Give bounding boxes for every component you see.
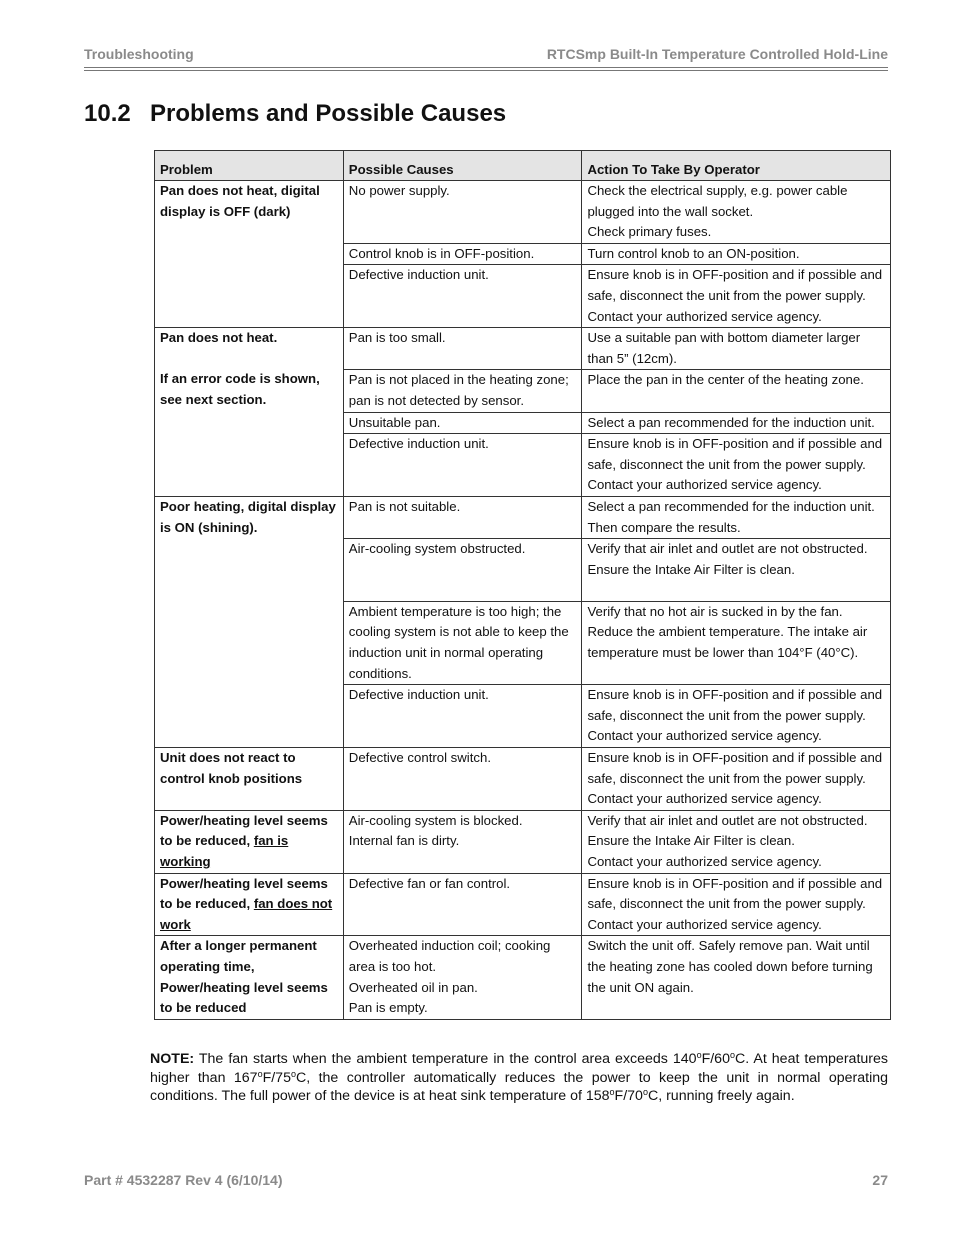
cause-cell [343, 601, 582, 684]
problem-text: After a longer permanent operating time, Power/heating level seems to be reduced [160, 938, 328, 1016]
page-number: 27 [872, 1172, 888, 1188]
problem-cell [155, 873, 344, 936]
section-title-text: Problems and Possible Causes [150, 100, 507, 127]
header-problem: Problem [155, 151, 344, 181]
problem-cell [155, 748, 344, 811]
note-text: F/75 [262, 1069, 291, 1086]
degree-mark: o [290, 1068, 296, 1079]
table-row [155, 748, 891, 811]
problem-underlined-text: fan does not work [160, 896, 333, 932]
cause-cell [343, 873, 582, 936]
table-header-row [155, 151, 891, 181]
note-text: F/60 [701, 1051, 730, 1067]
action-text: Verify that air inlet and outlet are not obstructed. Ensure the Intake Air Filter is clean. [587, 812, 868, 849]
section-number: 10.2 [84, 100, 131, 127]
cause-cell [343, 370, 582, 412]
cause-text: Defective induction unit. [348, 436, 489, 452]
cause-text: Overheated induction coil; cooking area is too hot. [348, 938, 551, 974]
action-cell [582, 265, 891, 328]
degree-mark: o [257, 1068, 263, 1079]
problem-text: Power/heating level seems to be reduced, [160, 875, 328, 912]
action-cell [582, 810, 891, 873]
problem-cell [155, 328, 344, 497]
cause-text: Pan is too small. [348, 330, 446, 346]
action-text: Check primary fuses. [587, 224, 712, 240]
cause-cell [343, 243, 582, 265]
cause-text: Overheated oil in pan. [348, 979, 478, 995]
header-rule-top [84, 67, 888, 68]
cause-text: Ambient temperature is too high; the cooling system is not able to keep the induction unit in normal operating conditions. [348, 603, 569, 681]
action-cell [582, 328, 891, 370]
action-text: Use a suitable pan with bottom diameter larger than 5” (12cm). [587, 330, 861, 366]
running-header-right: RTCSmp Built-In Temperature Controlled Hold-Line [546, 46, 888, 62]
problems-table [154, 150, 891, 1020]
problem-text: Pan does not heat. [160, 330, 278, 346]
action-cell [582, 685, 891, 748]
degree-mark: o [609, 1087, 615, 1097]
action-text: Verify that no hot air is sucked in by the fan. Reduce the ambient temperature. The intake air temperature must be lower than 104°F (40°C). [587, 603, 868, 661]
action-text: Ensure knob is in OFF-position and if possible and safe, disconnect the unit from the power supply. Contact your authorized service agency. [587, 267, 883, 324]
action-cell [582, 243, 891, 265]
problem-underlined-text: fan is working [160, 833, 289, 869]
action-text: Contact your authorized service agency. [587, 854, 822, 869]
action-text: Ensure knob is in OFF-position and if possible and safe, disconnect the unit from the power supply. Contact your authorized service agency. [587, 687, 883, 744]
action-cell [582, 601, 891, 684]
action-text: Place the pan in the center of the heating zone. [587, 372, 864, 388]
problem-text: Unit does not react to control knob positions [160, 750, 303, 786]
action-text: Check the electrical supply, e.g. power cable plugged into the wall socket. [587, 183, 848, 219]
action-text: Select a pan recommended for the induction unit. [587, 414, 875, 430]
cause-cell [343, 496, 582, 538]
cause-text: Air-cooling system is blocked. [348, 812, 523, 828]
problem-text: Poor heating, digital display is ON (shining). [160, 498, 336, 535]
cause-text: Control knob is in OFF-position. [348, 245, 535, 261]
problem-cell [155, 810, 344, 873]
header-action: Action To Take By Operator [582, 151, 891, 181]
cause-text: Defective induction unit. [348, 267, 489, 283]
problem-cell [155, 936, 344, 1019]
header-possible-causes: Possible Causes [343, 151, 582, 181]
header-rule-bottom [84, 70, 888, 71]
running-header-left: Troubleshooting [84, 46, 194, 62]
cause-text: Internal fan is dirty. [348, 833, 460, 849]
cause-text: Defective induction unit. [348, 687, 489, 703]
action-cell [582, 496, 891, 538]
note-label: NOTE: [150, 1051, 195, 1067]
action-cell [582, 936, 891, 1019]
problem-extra-text: If an error code is shown, see next section. [160, 371, 320, 407]
footer-part-number: Part # 4532287 Rev 4 (6/10/14) [84, 1172, 283, 1188]
table-row [155, 936, 891, 1019]
action-text: Ensure knob is in OFF-position and if possible and safe, disconnect the unit from the power supply. Contact your authorized service agency. [587, 875, 883, 932]
cause-cell [343, 748, 582, 811]
action-text: Ensure knob is in OFF-position and if possible and safe, disconnect the unit from the power supply. Contact your authorized service agency. [587, 750, 883, 807]
action-cell [582, 370, 891, 412]
cause-text: No power supply. [348, 183, 450, 198]
note-text: The fan starts when the ambient temperature in the control area exceeds 140 [194, 1051, 697, 1067]
note-text: F/70 [614, 1088, 643, 1104]
note-text: C. At heat temperatures higher than 167 [150, 1051, 888, 1086]
action-text: Switch the unit off. Safely remove pan. Wait until the heating zone has cooled down before turning the unit ON again. [587, 938, 873, 995]
cause-cell [343, 434, 582, 497]
cause-cell [343, 539, 582, 602]
action-cell [582, 412, 891, 434]
action-text: Turn control knob to an ON-position. [587, 245, 800, 261]
problem-cell [155, 496, 344, 747]
degree-mark: o [642, 1087, 648, 1097]
cause-text: Pan is not suitable. [348, 498, 461, 514]
problem-text: Pan does not heat, digital display is OFF (dark) [160, 183, 320, 219]
cause-text: Unsuitable pan. [348, 414, 441, 430]
degree-mark: o [696, 1050, 702, 1060]
table-row [155, 328, 891, 370]
table-row [155, 181, 891, 244]
cause-cell [343, 328, 582, 370]
problem-cell [155, 181, 344, 328]
table-row [155, 810, 891, 873]
action-cell [582, 539, 891, 602]
table-row [155, 873, 891, 936]
cause-cell [343, 412, 582, 434]
note-text: C, the controller automatically reduces the power to keep the unit in normal operating conditions. The full power of the device is at heat sink temperature of 158 [150, 1069, 889, 1104]
action-cell [582, 181, 891, 244]
action-cell [582, 434, 891, 497]
cause-cell [343, 181, 582, 244]
action-text: Select a pan recommended for the induction unit. Then compare the results. [587, 498, 875, 535]
cause-text: Air-cooling system obstructed. [348, 541, 526, 557]
cause-text: Pan is not placed in the heating zone; pan is not detected by sensor. [348, 372, 569, 408]
cause-cell [343, 265, 582, 328]
problem-text: Power/heating level seems to be reduced, [160, 812, 328, 849]
cause-text: Defective fan or fan control. [348, 875, 511, 891]
action-cell [582, 873, 891, 936]
section-title [84, 100, 506, 128]
cause-cell [343, 685, 582, 748]
cause-text: Pan is empty. [348, 1000, 428, 1016]
action-text: Verify that air inlet and outlet are not obstructed. Ensure the Intake Air Filter is clean. [587, 541, 868, 577]
action-cell [582, 748, 891, 811]
cause-cell [343, 810, 582, 873]
action-text: Ensure knob is in OFF-position and if possible and safe, disconnect the unit from the power supply. Contact your authorized service agency. [587, 436, 883, 493]
note-text: C, running freely again. [647, 1088, 795, 1104]
cause-text: Defective control switch. [348, 750, 491, 766]
table-row [155, 496, 891, 538]
cause-cell [343, 936, 582, 1019]
note-paragraph [150, 1050, 888, 1106]
degree-mark: o [729, 1050, 735, 1060]
